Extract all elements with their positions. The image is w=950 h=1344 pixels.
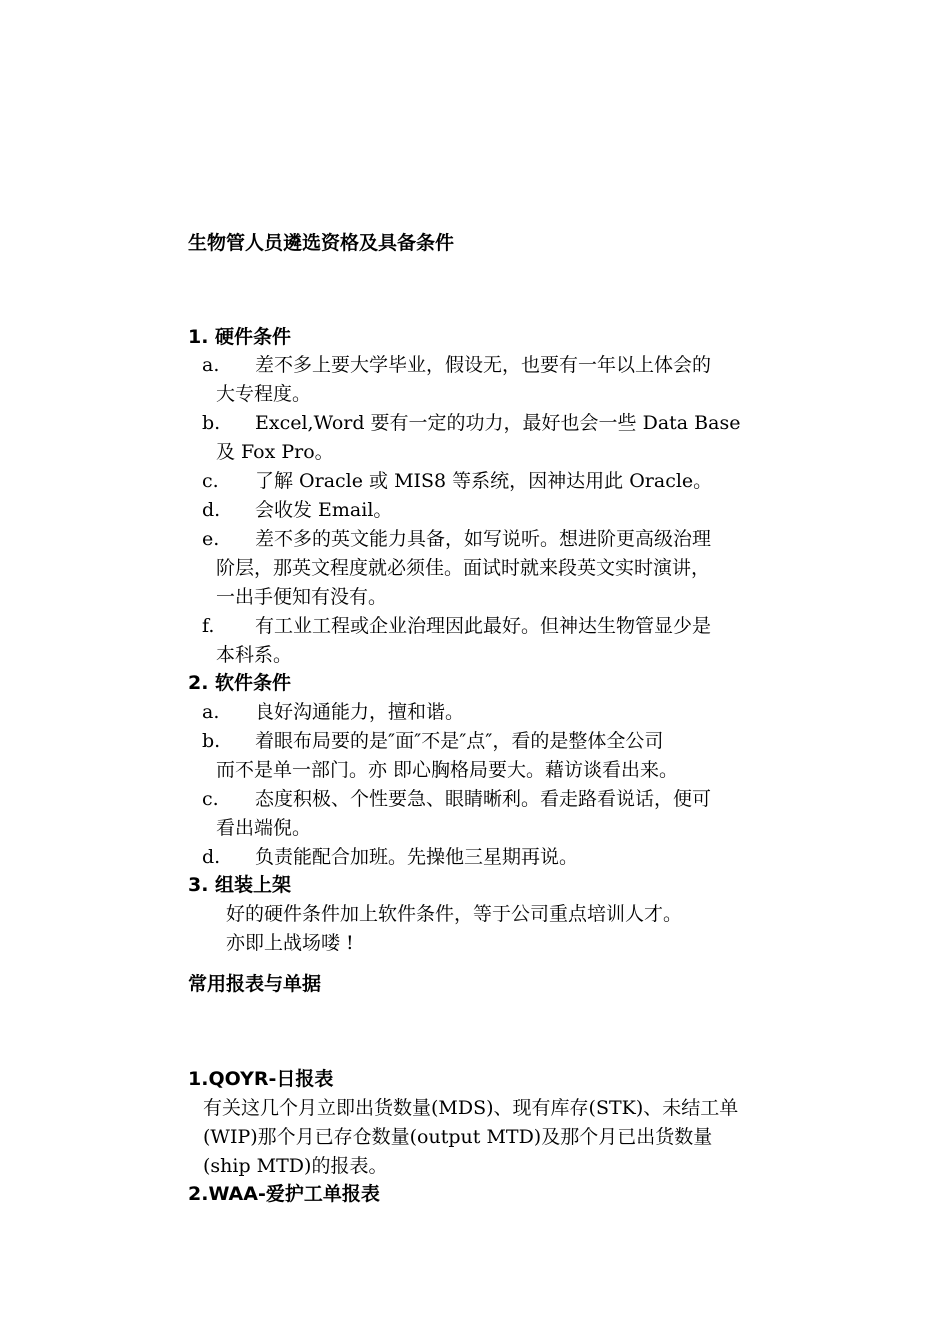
list-item-text: 看出端倪。: [216, 817, 312, 839]
list-marker: b.: [202, 412, 221, 434]
section-title-reports: 常用报表与单据: [188, 973, 322, 995]
list-item-text: 了解 Oracle 或 MIS8 等系统，因神达用此 Oracle。: [255, 470, 713, 492]
list-item-text: 而不是单一部门。亦 即心胸格局要大。藉访谈看出来。: [216, 759, 679, 781]
list-marker: b.: [202, 730, 221, 752]
heading-assembly: 3. 组装上架: [188, 874, 292, 896]
list-item-text: 差不多上要大学毕业，假设无，也要有一年以上体会的: [255, 354, 712, 376]
list-item-text: 本科系。: [216, 644, 293, 666]
list-item-text: 会收发 Email。: [255, 499, 393, 521]
list-marker: c.: [202, 788, 219, 810]
section-title-selection: 生物管人员遴选资格及具备条件: [188, 232, 455, 254]
heading-software: 2. 软件条件: [188, 672, 292, 694]
list-item-text: 大专程度。: [216, 383, 312, 405]
paragraph-text: 亦即上战场喽 !: [226, 932, 354, 954]
list-item-text: Excel,Word 要有一定的功力，最好也会一些 Data Base: [255, 412, 741, 434]
list-marker: a.: [202, 701, 220, 723]
heading-report-waa: 2.WAA-爱护工单报表: [188, 1183, 380, 1205]
list-marker: c.: [202, 470, 219, 492]
list-marker: d.: [202, 499, 221, 521]
list-item-text: 态度积极、个性要急、眼睛晰利。看走路看说话，便可: [255, 788, 712, 810]
heading-hardware: 1. 硬件条件: [188, 326, 292, 348]
list-item-text: 着眼布局要的是″面″不是″点″，看的是整体全公司: [255, 730, 664, 752]
paragraph-text: (WIP)那个月已存仓数量(output MTD)及那个月已出货数量: [203, 1126, 713, 1148]
paragraph-text: 好的硬件条件加上软件条件，等于公司重点培训人才。: [226, 903, 683, 925]
list-item-text: 有工业工程或企业治理因此最好。但神达生物管显少是: [255, 615, 712, 637]
list-marker: d.: [202, 846, 221, 868]
list-marker: e.: [202, 528, 220, 550]
list-item-text: 负责能配合加班。先操他三星期再说。: [255, 846, 579, 868]
list-marker: f.: [202, 615, 215, 637]
list-item-text: 一出手便知有没有。: [216, 586, 388, 608]
paragraph-text: (ship MTD)的报表。: [203, 1155, 388, 1177]
list-item-text: 良好沟通能力，擅和谐。: [255, 701, 465, 723]
paragraph-text: 有关这几个月立即出货数量(MDS)、现有库存(STK)、未结工单: [203, 1097, 739, 1119]
list-item-text: 阶层，那英文程度就必须佳。面试时就来段英文实时演讲，: [216, 557, 711, 579]
list-item-text: 及 Fox Pro。: [216, 441, 334, 463]
list-marker: a.: [202, 354, 220, 376]
heading-report-qoyr: 1.QOYR-日报表: [188, 1068, 334, 1090]
list-item-text: 差不多的英文能力具备，如写说听。想进阶更高级治理: [255, 528, 712, 550]
